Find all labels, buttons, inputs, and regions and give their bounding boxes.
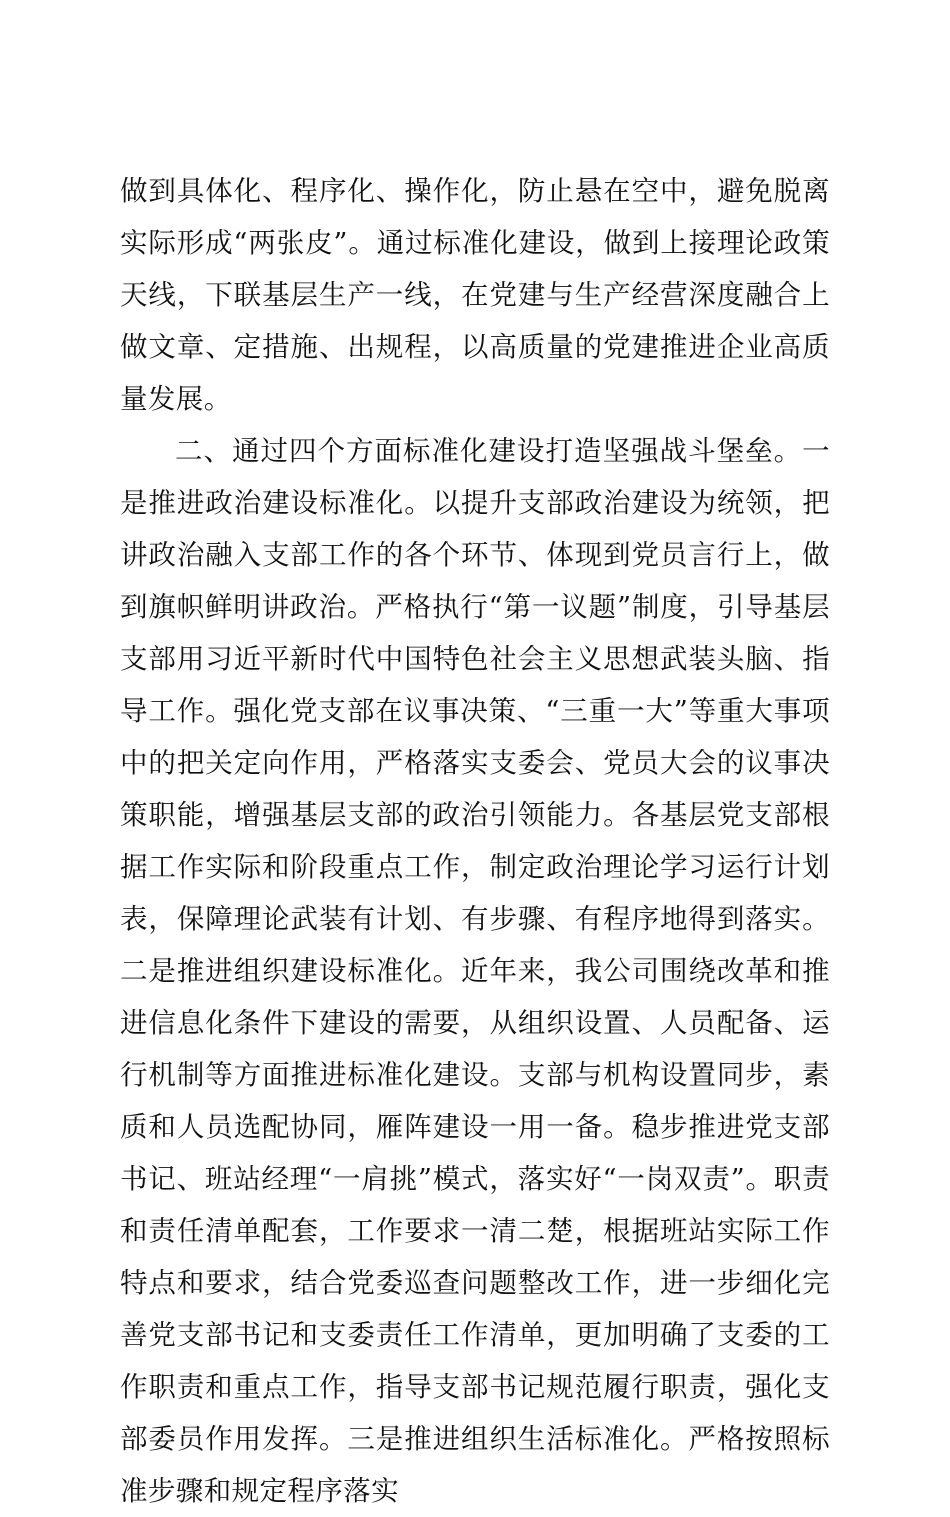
paragraph-2: 二、通过四个方面标准化建设打造坚强战斗堡垒。一是推进政治建设标准化。以提升支部政治建设为统领，把讲政治融入支部工作的各个环节、体现到党员言行上，做到旗帜鲜明讲政治。严格执行“第一议题”制度，引导基层支部用习近平新时代中国特色社会主义思想武装头脑、指导工作。强化党支部在议事决策、“三重一大”等重大事项中的把关定向作用，严格落实支委会、党员大会的议事决策职能，增强基层支部的政治引领能力。各基层党支部根据工作实际和阶段重点工作，制定政治理论学习运行计划表，保障理论武装有计划、有步骤、有程序地得到落实。二是推进组织建设标准化。近年来，我公司围绕改革和推进信息化条件下建设的需要，从组织设置、人员配备、运行机制等方面推进标准化建设。支部与机构设置同步，素质和人员选配协同，雁阵建设一用一备。稳步推进党支部书记、班站经理“一肩挑”模式，落实好“一岗双责”。职责和责任清单配套，工作要求一清二楚，根据班站实际工作特点和要求，结合党委巡查问题整改工作，进一步细化完善党支部书记和支委责任工作清单，更加明确了支委的工作职责和重点工作，指导支部书记规范履行职责，强化支部委员作用发挥。三是推进组织生活标准化。严格按照标准步骤和规定程序落实 xyxy=(120,435,830,1507)
paragraph-1: 做到具体化、程序化、操作化，防止悬在空中，避免脱离实际形成“两张皮”。通过标准化建设，做到上接理论政策天线，下联基层生产一线，在党建与生产经营深度融合上做文章、定措施、出规程，以高质量的党建推进企业高质量发展。 xyxy=(120,175,830,415)
document-body xyxy=(120,165,830,1517)
